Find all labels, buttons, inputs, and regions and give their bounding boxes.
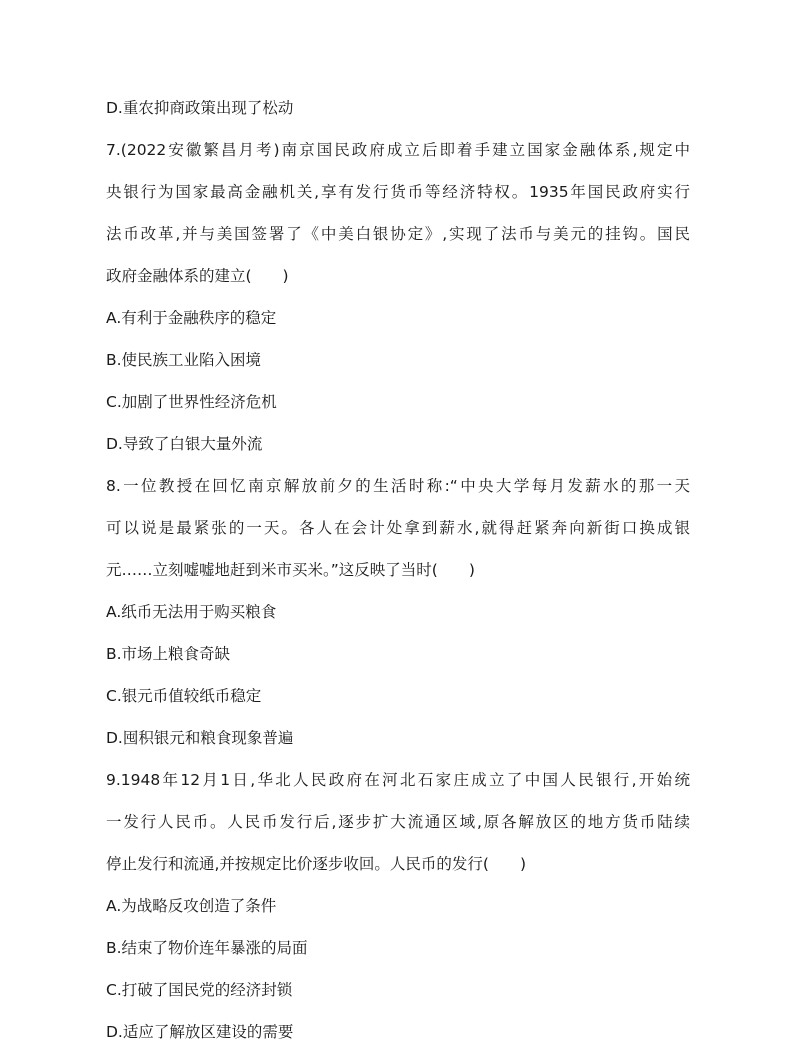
q8-option-b: B.市场上粮食奇缺 (106, 645, 231, 663)
q8-option-a: A.纸币无法用于购买粮食 (106, 603, 277, 621)
q7-option-c: C.加剧了世界性经济危机 (106, 393, 277, 411)
question-7 (106, 134, 690, 470)
q9-stem-line: 一发行人民币。人民币发行后,逐步扩大流通区域,原各解放区的地方货币陆续 (106, 813, 690, 831)
q8-option-d: D.囤积银元和粮食现象普遍 (106, 729, 294, 747)
q9-option-b: B.结束了物价连年暴涨的局面 (106, 939, 308, 957)
q7-option-d: D.导致了白银大量外流 (106, 435, 263, 453)
q8-stem-line: 元……立刻嘘嘘地赶到米市买米。”这反映了当时( ) (106, 561, 475, 579)
q9-option-d: D.适应了解放区建设的需要 (106, 1023, 294, 1041)
q9-option-a: A.为战略反攻创造了条件 (106, 897, 277, 915)
q9-option-c: C.打破了国民党的经济封锁 (106, 981, 293, 999)
q7-option-a: A.有利于金融秩序的稳定 (106, 309, 277, 327)
document-page (106, 92, 690, 1048)
question-8 (106, 470, 690, 764)
q7-option-b: B.使民族工业陷入困境 (106, 351, 262, 369)
q9-stem-line: 9.1948年12月1日,华北人民政府在河北石家庄成立了中国人民银行,开始统 (106, 771, 690, 789)
q9-stem-line: 停止发行和流通,并按规定比价逐步收回。人民币的发行( ) (106, 855, 527, 873)
question-9 (106, 764, 690, 1048)
q8-option-c: C.银元币值较纸币稳定 (106, 687, 262, 705)
q8-stem-line: 8.一位教授在回忆南京解放前夕的生活时称:“中央大学每月发薪水的那一天 (106, 477, 690, 495)
q7-stem-line: 7.(2022安徽繁昌月考)南京国民政府成立后即着手建立国家金融体系,规定中 (106, 141, 690, 159)
prev-option-d: D.重农抑商政策出现了松动 (106, 99, 294, 117)
q8-stem-line: 可以说是最紧张的一天。各人在会计处拿到薪水,就得赶紧奔向新街口换成银 (106, 519, 690, 537)
q7-stem-line: 政府金融体系的建立( ) (106, 267, 289, 285)
q7-stem-line: 央银行为国家最高金融机关,享有发行货币等经济特权。1935年国民政府实行 (106, 183, 690, 201)
q7-stem-line: 法币改革,并与美国签署了《中美白银协定》,实现了法币与美元的挂钩。国民 (106, 225, 690, 243)
